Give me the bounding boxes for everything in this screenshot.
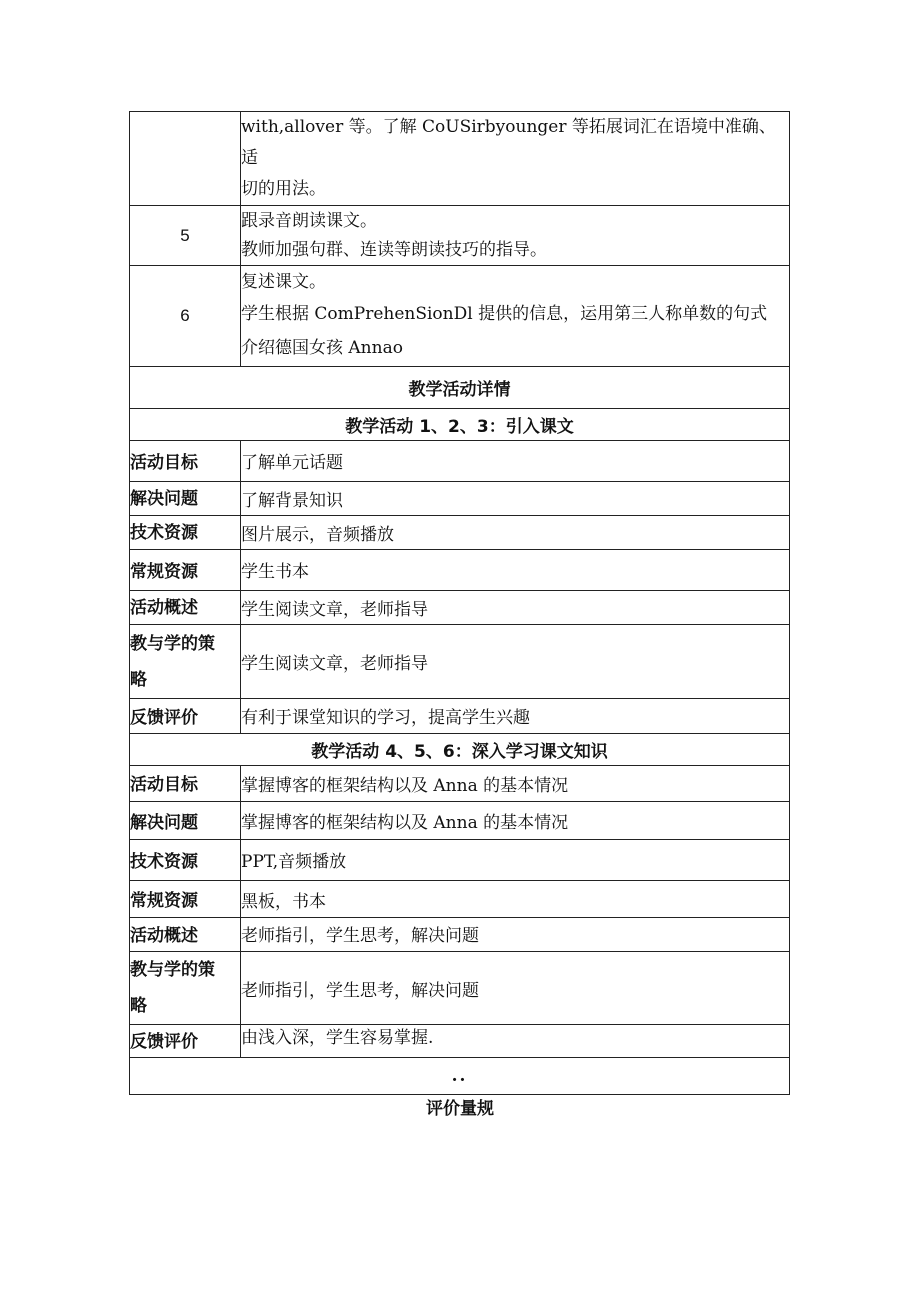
text-line: 切的用法。 <box>241 179 326 199</box>
row-label: 活动概述 <box>130 918 241 952</box>
text-line: 学生根据 ComPrehenSionDl 提供的信息，运用第三人称单数的句式 <box>241 304 768 324</box>
step-number <box>130 112 241 206</box>
table-row <box>130 266 790 367</box>
row-value: 了解单元话题 <box>241 441 790 482</box>
table-row <box>130 1058 790 1095</box>
text-line: with,allover 等。了解 CoUSirbyounger 等拓展词汇在语境中准确、适 <box>241 117 776 168</box>
table-row <box>130 766 790 802</box>
row-label: 技术资源 <box>130 516 241 550</box>
table-row <box>130 1025 790 1058</box>
row-value: 由浅入深，学生容易掌握. <box>241 1025 790 1058</box>
row-value: 老师指引，学生思考，解决问题 <box>241 918 790 952</box>
row-value: PPT,音频播放 <box>241 840 790 881</box>
row-value: 学生书本 <box>241 550 790 591</box>
table-row <box>130 918 790 952</box>
table-row <box>130 409 790 441</box>
row-value: 掌握博客的框架结构以及 Anna 的基本情况 <box>241 766 790 802</box>
table-row <box>130 206 790 266</box>
row-label: 反馈评价 <box>130 699 241 734</box>
table-row <box>130 802 790 840</box>
step-description <box>241 266 790 367</box>
row-value: 了解背景知识 <box>241 482 790 516</box>
row-label: 常规资源 <box>130 550 241 591</box>
footer-title: 评价量规 <box>426 1099 494 1119</box>
row-label <box>130 952 241 1025</box>
table-row <box>130 112 790 206</box>
row-value: 老师指引，学生思考，解决问题 <box>241 952 790 1025</box>
lesson-plan-table <box>129 111 790 1095</box>
text-line: 教师加强句群、连读等朗读技巧的指导。 <box>241 239 547 260</box>
row-label: 活动概述 <box>130 591 241 625</box>
row-label <box>130 625 241 699</box>
table-row <box>130 482 790 516</box>
table-row <box>130 367 790 409</box>
ellipsis-marker: .. <box>130 1058 790 1095</box>
text-line: 复述课文。 <box>241 272 326 292</box>
label-line: 略 <box>130 669 147 690</box>
row-label: 常规资源 <box>130 881 241 918</box>
label-line: 教与学的策 <box>130 633 215 654</box>
table-row <box>130 734 790 766</box>
row-value: 黑板，书本 <box>241 881 790 918</box>
row-value: 有利于课堂知识的学习，提高学生兴趣 <box>241 699 790 734</box>
row-label: 活动目标 <box>130 766 241 802</box>
table-row <box>130 591 790 625</box>
row-label: 反馈评价 <box>130 1025 241 1058</box>
row-label: 解决问题 <box>130 802 241 840</box>
section-title: 教学活动详情 <box>130 367 790 409</box>
row-label: 活动目标 <box>130 441 241 482</box>
step-description <box>241 206 790 266</box>
step-number: 6 <box>130 266 241 367</box>
table-row <box>130 441 790 482</box>
table-row <box>130 550 790 591</box>
row-label: 解决问题 <box>130 482 241 516</box>
table-row <box>130 840 790 881</box>
label-line: 教与学的策 <box>130 960 215 980</box>
text-line: 介绍德国女孩 Annao <box>241 338 403 358</box>
activity-title: 教学活动 1、2、3：引入课文 <box>130 409 790 441</box>
step-number: 5 <box>130 206 241 266</box>
table-row <box>130 516 790 550</box>
row-value: 学生阅读文章，老师指导 <box>241 625 790 699</box>
row-label: 技术资源 <box>130 840 241 881</box>
row-value: 学生阅读文章，老师指导 <box>241 591 790 625</box>
activity-title: 教学活动 4、5、6：深入学习课文知识 <box>130 734 790 766</box>
row-value: 图片展示，音频播放 <box>241 516 790 550</box>
table-row <box>130 952 790 1025</box>
table-row <box>130 881 790 918</box>
row-value: 掌握博客的框架结构以及 Anna 的基本情况 <box>241 802 790 840</box>
label-line: 略 <box>130 996 147 1016</box>
table-row <box>130 699 790 734</box>
table-row <box>130 625 790 699</box>
text-line: 跟录音朗读课文。 <box>241 210 377 231</box>
step-description <box>241 112 790 206</box>
